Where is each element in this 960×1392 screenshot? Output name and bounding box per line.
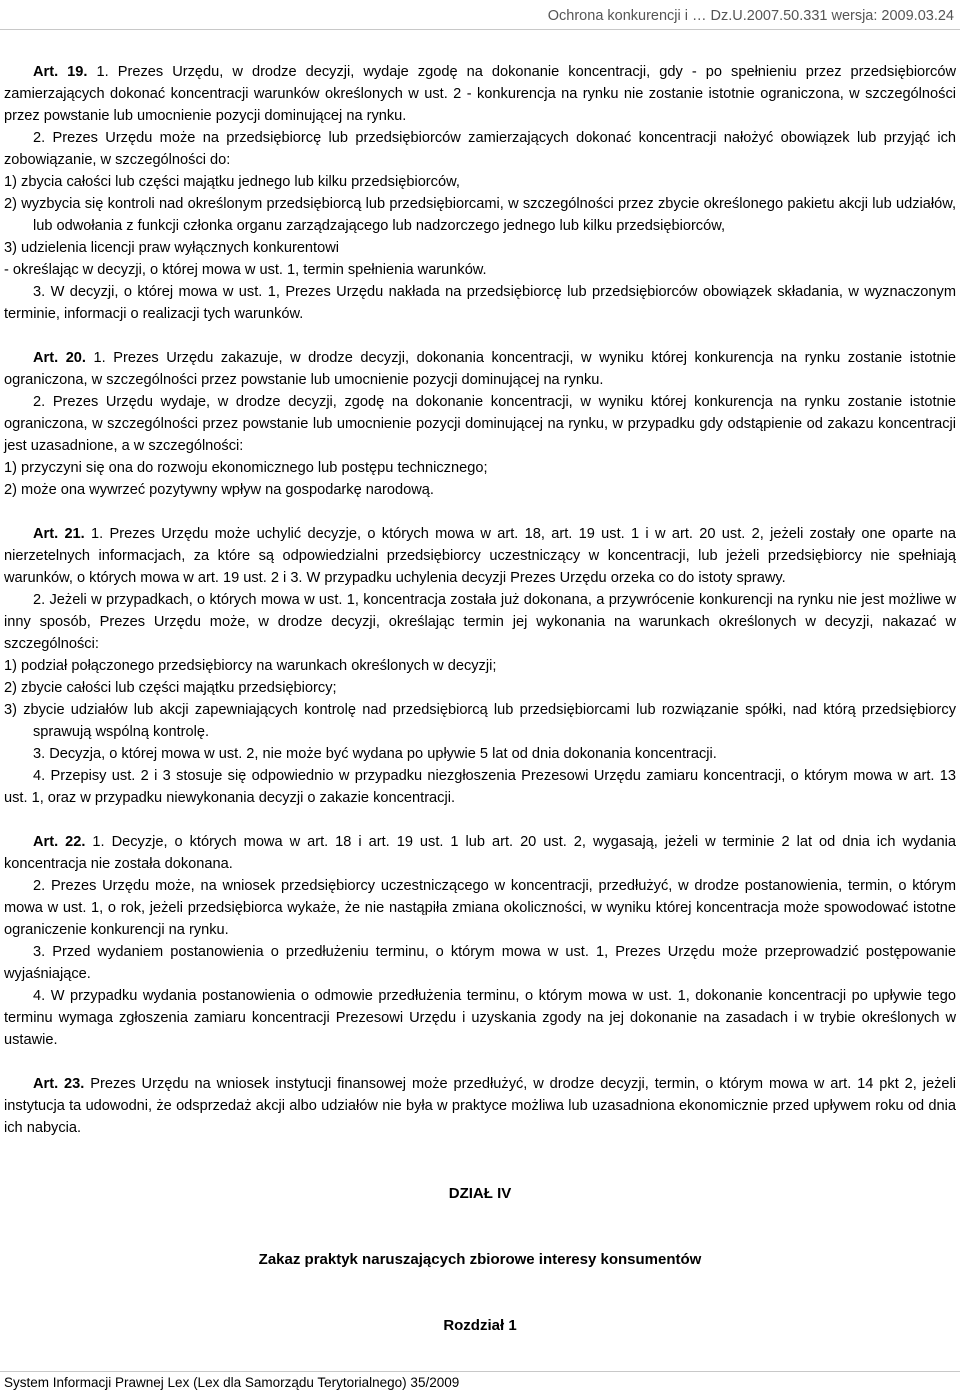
division-title: DZIAŁ IV [448, 1185, 512, 1202]
art-21-item-1: 1) podział połączonego przedsiębiorcy na warunkach określonych w decyzji; [4, 658, 497, 674]
art-23-para-1 [4, 1073, 956, 1139]
spacer [4, 501, 956, 523]
spacer [4, 1051, 956, 1073]
spacer [4, 809, 956, 831]
art-19-para-1 [4, 61, 956, 127]
art-22-para-1 [4, 831, 956, 875]
art-22-label: Art. 22. [33, 834, 86, 850]
art-20-item-1: 1) przyczyni się ona do rozwoju ekonomicznego lub postępu technicznego; [4, 460, 488, 476]
document-body [4, 61, 956, 1337]
art-20-item-2: 2) może ona wywrzeć pozytywny wpływ na gospodarkę narodową. [4, 482, 434, 498]
footer-divider [0, 1371, 960, 1372]
art-19-para-1-text: 1. Prezes Urzędu, w drodze decyzji, wydaje zgodę na dokonanie koncentracji, gdy - po spełnieniu przez przedsiębiorców zamierzających dokonać koncentracji warunków określonych w ust. 2 - konkurencja na rynku nie zostanie istotnie ograniczona, w szczególności przez powstanie lub umocnienie pozycji dominującej na rynku. [4, 64, 956, 124]
spacer [4, 1205, 956, 1227]
art-19-para-3: 3. W decyzji, o której mowa w ust. 1, Prezes Urzędu nakłada na przedsiębiorcę lub przedsiębiorców obowiązek składania, w wyznaczonym terminie, informacji o realizacji tych warunków. [4, 284, 956, 322]
art-19-tail: - określając w decyzji, o której mowa w ust. 1, termin spełnienia warunków. [4, 262, 487, 278]
spacer [4, 325, 956, 347]
spacer [4, 1227, 956, 1249]
art-21-para-4: 4. Przepisy ust. 2 i 3 stosuje się odpowiednio w przypadku niezgłoszenia Prezesowi Urzędu zamiaru koncentracji, o którym mowa w art. 13 ust. 1, oraz w przypadku niewykonania decyzji o zakazie koncentracji. [4, 768, 956, 806]
art-22-para-1-text: 1. Decyzje, o których mowa w art. 18 i art. 19 ust. 1 lub art. 20 ust. 2, wygasają, jeżeli w terminie 2 lat od dnia ich wydania koncentracja nie została dokonana. [4, 834, 956, 872]
art-21-item-2: 2) zbycie całości lub części majątku przedsiębiorcy; [4, 680, 337, 696]
document-header: Ochrona konkurencji i … Dz.U.2007.50.331 wersja: 2009.03.24 [547, 8, 954, 24]
art-21-para-1 [4, 523, 956, 589]
art-20-label: Art. 20. [33, 350, 86, 366]
art-19-item-3: 3) udzielenia licencji praw wyłącznych konkurentowi [4, 240, 340, 256]
spacer [4, 1139, 956, 1161]
art-19-label: Art. 19. [33, 64, 88, 80]
art-19-item-1: 1) zbycia całości lub części majątku jednego lub kilku przedsiębiorców, [4, 174, 460, 190]
art-22-para-4: 4. W przypadku wydania postanowienia o odmowie przedłużenia terminu, o którym mowa w ust. 1, dokonanie koncentracji po upływie tego terminu wymaga zgłoszenia zamiaru koncentracji Prezesowi Urzędu i uzyskania zgody na jej dokonanie na zasadach i w trybie określonych w ustawie. [4, 988, 956, 1048]
chapter-title: Rozdział 1 [443, 1317, 517, 1334]
art-20-para-1-text: 1. Prezes Urzędu zakazuje, w drodze decyzji, dokonania koncentracji, w wyniku której konkurencja na rynku zostanie istotnie ograniczona, w szczególności przez powstanie lub umocnienie pozycji dominującej na rynku. [4, 350, 956, 388]
art-19-item-2: 2) wyzbycia się kontroli nad określonym przedsiębiorcą lub przedsiębiorcami, w szczególności przez zbycie określonego pakietu akcji lub udziałów, lub odwołania z funkcji członka organu zarządzającego lub nadzorczego jednego lub kilku przedsiębiorców, [4, 196, 956, 234]
division-subtitle: Zakaz praktyk naruszających zbiorowe interesy konsumentów [258, 1251, 702, 1268]
art-21-para-2: 2. Jeżeli w przypadkach, o których mowa w ust. 1, koncentracja została już dokonana, a przywrócenie konkurencji na rynku nie jest możliwe w inny sposób, Prezes Urzędu może, w drodze decyzji, określając termin jej wykonania na warunkach określonych w decyzji, nakazać w szczególności: [4, 592, 956, 652]
art-20-para-1 [4, 347, 956, 391]
header-divider [0, 29, 960, 30]
spacer [4, 1161, 956, 1183]
art-20-para-2: 2. Prezes Urzędu wydaje, w drodze decyzji, zgodę na dokonanie koncentracji, w wyniku której konkurencja na rynku zostanie istotnie ograniczona, w szczególności przez powstanie lub umocnienie pozycji dominującej na rynku, w przypadku gdy odstąpienie od zakazu koncentracji jest uzasadnione, a w szczególności: [4, 394, 956, 454]
art-19-para-2: 2. Prezes Urzędu może na przedsiębiorcę lub przedsiębiorców zamierzających dokonać koncentracji nałożyć obowiązek lub przyjąć ich zobowiązanie, w szczególności do: [4, 130, 956, 168]
spacer [4, 1293, 956, 1315]
art-21-label: Art. 21. [33, 526, 85, 542]
art-23-para-1-text: Prezes Urzędu na wniosek instytucji finansowej może przedłużyć, w drodze decyzji, termin, o którym mowa w art. 14 pkt 2, jeżeli instytucja ta udowodni, że odsprzedaż akcji albo udziałów nie była w praktyce możliwa lub uzasadniona ekonomicznie przed upływem roku od dnia ich nabycia. [4, 1076, 956, 1136]
art-22-para-2: 2. Prezes Urzędu może, na wniosek przedsiębiorcy uczestniczącego w koncentracji, przedłużyć, w drodze postanowienia, termin, o którym mowa w ust. 1, o rok, jeżeli przedsiębiorca wykaże, że nie nastąpiła zmiana okoliczności, w wyniku której koncentracja może spowodować istotne ograniczenie konkurencji na rynku. [4, 878, 956, 938]
art-21-para-1-text: 1. Prezes Urzędu może uchylić decyzje, o których mowa w art. 18, art. 19 ust. 1 i w art. 20 ust. 2, jeżeli zostały one oparte na nierzetelnych informacjach, za które są odpowiedzialni przedsiębiorcy uczestniczący w koncentracji, lub jeżeli przedsiębiorcy nie spełniają warunków, o których mowa w art. 19 ust. 2 i 3. W przypadku uchylenia decyzji Prezes Urzędu orzeka co do istoty sprawy. [4, 526, 956, 586]
art-22-para-3: 3. Przed wydaniem postanowienia o przedłużeniu terminu, o którym mowa w ust. 1, Prezes Urzędu może przeprowadzić postępowanie wyjaśniające. [4, 944, 956, 982]
art-21-item-3: 3) zbycie udziałów lub akcji zapewniających kontrolę nad przedsiębiorcą lub przedsiębiorcami lub rozwiązanie spółki, nad którą przedsiębiorcy sprawują wspólną kontrolę. [4, 702, 956, 740]
document-footer: System Informacji Prawnej Lex (Lex dla Samorządu Terytorialnego) 35/2009 [4, 1375, 460, 1390]
spacer [4, 1271, 956, 1293]
art-21-para-3: 3. Decyzja, o której mowa w ust. 2, nie może być wydana po upływie 5 lat od dnia dokonania koncentracji. [33, 746, 717, 762]
art-23-label: Art. 23. [33, 1076, 85, 1092]
